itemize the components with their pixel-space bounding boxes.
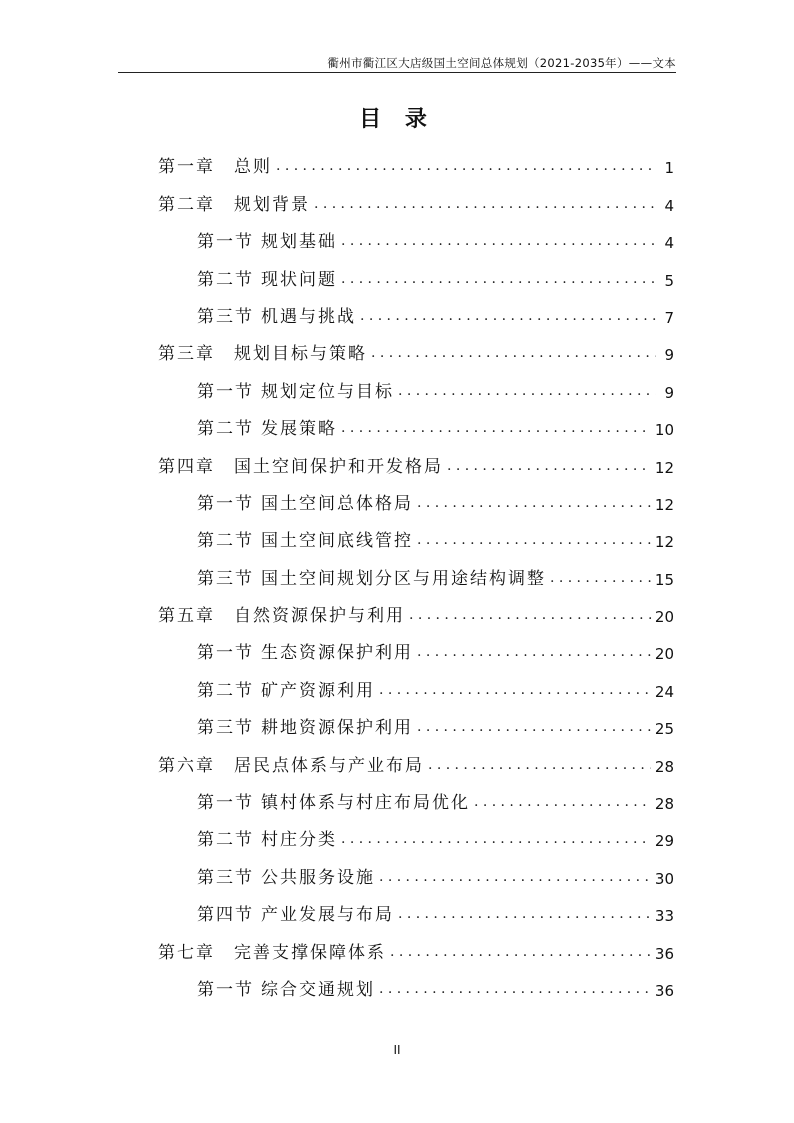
toc-entry-page: 4: [664, 196, 674, 215]
toc-entry-page: 30: [654, 869, 674, 888]
toc-entry-title: 规划背景: [234, 194, 310, 215]
toc-dot-leader: [417, 720, 651, 734]
toc-dot-leader: [550, 571, 651, 585]
toc-dot-leader: [314, 197, 656, 211]
toc-entry-title: 机遇与挑战: [261, 306, 356, 327]
toc-section-entry[interactable]: [158, 963, 674, 1000]
toc-entry-page: 12: [654, 495, 674, 514]
toc-chapter-entry[interactable]: [158, 738, 674, 775]
toc-dot-leader: [379, 870, 651, 884]
toc-chapter-entry[interactable]: [158, 140, 674, 177]
toc-dot-leader: [390, 945, 651, 959]
toc-section-entry[interactable]: [158, 888, 674, 925]
toc-dot-leader: [360, 309, 656, 323]
toc-dot-leader: [417, 645, 651, 659]
toc-entry-title: 国土空间保护和开发格局: [234, 456, 443, 477]
toc-entry-number: 第四节: [197, 905, 254, 926]
toc-entry-page: 12: [654, 458, 674, 477]
toc-dot-leader: [474, 795, 651, 809]
toc-entry-page: 33: [654, 907, 674, 926]
toc-entry-number: 第二节: [197, 680, 254, 701]
toc-entry-page: 9: [664, 346, 674, 365]
toc-section-entry[interactable]: [158, 701, 674, 738]
toc-entry-number: 第三节: [197, 306, 254, 327]
toc-entry-number: 第六章: [158, 755, 215, 776]
toc-entry-title: 规划基础: [261, 232, 337, 253]
toc-section-entry[interactable]: [158, 252, 674, 289]
toc-entry-number: 第二节: [197, 830, 254, 851]
toc-entry-title: 村庄分类: [261, 830, 337, 851]
toc-section-entry[interactable]: [158, 477, 674, 514]
toc-entry-title: 完善支撑保障体系: [234, 942, 386, 963]
toc-entry-title: 生态资源保护利用: [261, 643, 413, 664]
toc-entry-title: 规划定位与目标: [261, 381, 394, 402]
toc-entry-title: 国土空间规划分区与用途结构调整: [261, 568, 546, 589]
toc-title: 目 录: [359, 107, 435, 132]
toc-section-entry[interactable]: [158, 290, 674, 327]
toc-entry-number: 第二节: [197, 419, 254, 440]
toc-entry-number: 第三节: [197, 568, 254, 589]
toc-entry-number: 第二节: [197, 531, 254, 552]
toc-entry-page: 24: [654, 682, 674, 701]
toc-entry-page: 29: [654, 832, 674, 851]
toc-entry-page: 20: [654, 608, 674, 627]
toc-entry-page: 28: [654, 795, 674, 814]
toc-entry-page: 15: [654, 570, 674, 589]
toc-entry-title: 国土空间总体格局: [261, 493, 413, 514]
toc-entry-page: 36: [654, 981, 674, 1000]
toc-entry-page: 36: [654, 944, 674, 963]
toc-entry-title: 公共服务设施: [261, 867, 375, 888]
toc-entry-page: 10: [654, 421, 674, 440]
toc-chapter-entry[interactable]: [158, 439, 674, 476]
toc-dot-leader: [417, 496, 651, 510]
toc-entry-page: 7: [664, 308, 674, 327]
toc-entry-page: 5: [664, 271, 674, 290]
toc-entry-page: 20: [654, 645, 674, 664]
toc-dot-leader: [379, 683, 651, 697]
table-of-contents: [158, 140, 674, 1000]
page-number: II: [393, 1043, 401, 1057]
toc-section-entry[interactable]: [158, 813, 674, 850]
toc-entry-number: 第一节: [197, 381, 254, 402]
toc-dot-leader: [341, 832, 651, 846]
toc-entry-page: 1: [664, 159, 674, 178]
toc-entry-number: 第三节: [197, 718, 254, 739]
toc-entry-title: 发展策略: [261, 419, 337, 440]
toc-dot-leader: [379, 982, 651, 996]
toc-dot-leader: [409, 608, 651, 622]
toc-entry-title: 矿产资源利用: [261, 680, 375, 701]
toc-section-entry[interactable]: [158, 215, 674, 252]
toc-entry-number: 第四章: [158, 456, 215, 477]
toc-dot-leader: [341, 272, 656, 286]
toc-entry-title: 规划目标与策略: [234, 344, 367, 365]
toc-entry-number: 第二章: [158, 194, 215, 215]
toc-dot-leader: [417, 533, 651, 547]
toc-entry-title: 综合交通规划: [261, 979, 375, 1000]
toc-entry-number: 第一节: [197, 232, 254, 253]
toc-entry-title: 国土空间底线管控: [261, 531, 413, 552]
toc-entry-title: 耕地资源保护利用: [261, 718, 413, 739]
toc-section-entry[interactable]: [158, 551, 674, 588]
toc-entry-page: 12: [654, 533, 674, 552]
toc-entry-number: 第五章: [158, 606, 215, 627]
running-header: 衢州市衢江区大店级国土空间总体规划（2021-2035年）——文本: [327, 56, 676, 70]
toc-entry-number: 第一节: [197, 643, 254, 664]
toc-dot-leader: [428, 758, 651, 772]
toc-section-entry[interactable]: [158, 364, 674, 401]
toc-dot-leader: [447, 459, 651, 473]
toc-dot-leader: [398, 907, 651, 921]
toc-entry-page: 28: [654, 757, 674, 776]
header-rule: [118, 72, 676, 73]
toc-entry-number: 第一节: [197, 493, 254, 514]
toc-entry-number: 第三章: [158, 344, 215, 365]
toc-entry-number: 第一节: [197, 793, 254, 814]
toc-dot-leader: [398, 384, 656, 398]
toc-entry-number: 第七章: [158, 942, 215, 963]
toc-entry-number: 第三节: [197, 867, 254, 888]
toc-entry-title: 现状问题: [261, 269, 337, 290]
toc-entry-title: 居民点体系与产业布局: [234, 755, 424, 776]
toc-dot-leader: [341, 421, 651, 435]
toc-entry-title: 产业发展与布局: [261, 905, 394, 926]
toc-section-entry[interactable]: [158, 514, 674, 551]
toc-entry-number: 第一节: [197, 979, 254, 1000]
toc-entry-page: 4: [664, 234, 674, 253]
toc-chapter-entry[interactable]: [158, 327, 674, 364]
toc-section-entry[interactable]: [158, 626, 674, 663]
toc-entry-page: 25: [654, 720, 674, 739]
toc-chapter-entry[interactable]: [158, 589, 674, 626]
toc-entry-number: 第二节: [197, 269, 254, 290]
toc-section-entry[interactable]: [158, 850, 674, 887]
toc-entry-title: 自然资源保护与利用: [234, 606, 405, 627]
toc-entry-number: 第一章: [158, 157, 215, 178]
toc-chapter-entry[interactable]: [158, 177, 674, 214]
toc-dot-leader: [276, 159, 656, 173]
toc-section-entry[interactable]: [158, 402, 674, 439]
toc-section-entry[interactable]: [158, 776, 674, 813]
toc-entry-page: 9: [664, 383, 674, 402]
toc-chapter-entry[interactable]: [158, 925, 674, 962]
toc-dot-leader: [341, 234, 656, 248]
toc-entry-title: 镇村体系与村庄布局优化: [261, 793, 470, 814]
toc-dot-leader: [371, 346, 656, 360]
toc-entry-title: 总则: [234, 157, 272, 178]
toc-section-entry[interactable]: [158, 663, 674, 700]
